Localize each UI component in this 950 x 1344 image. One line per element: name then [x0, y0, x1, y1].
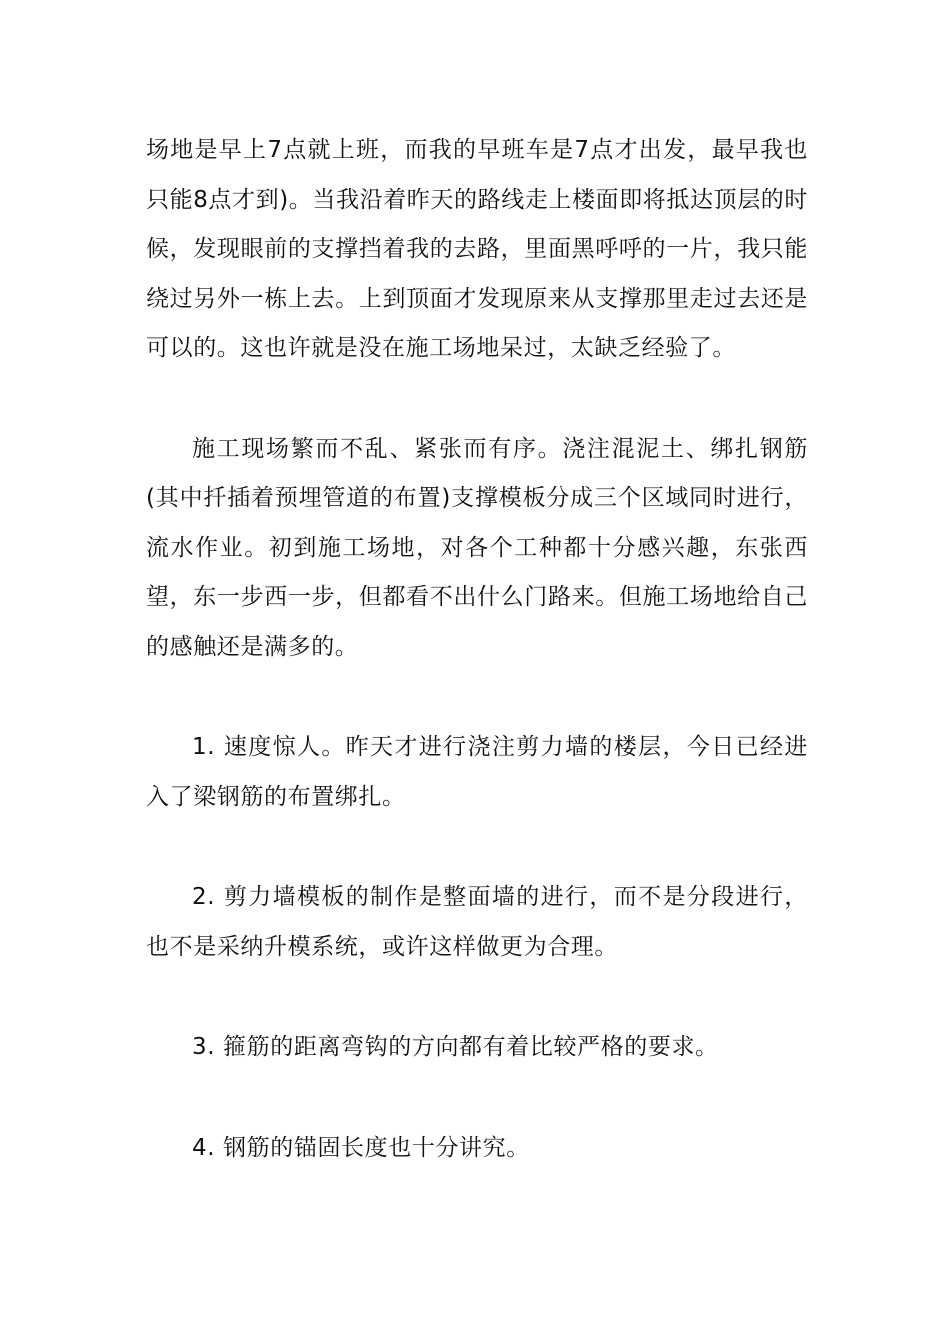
list-item-anchorage-length: 4. 钢筋的锚固长度也十分讲究。: [192, 1134, 530, 1161]
list-item-speed: 1. 速度惊人。昨天才进行浇注剪力墙的楼层，今日已经进入了梁钢筋的布置绑扎。: [146, 734, 808, 810]
document-body: [146, 126, 808, 1173]
list-item-shear-wall-formwork: 2. 剪力墙模板的制作是整面墙的进行，而不是分段进行，也不是采纳升模系统，或许这样做更为合理。: [146, 884, 808, 960]
paragraph-continuation: 场地是早上7点就上班，而我的早班车是7点才出发，最早我也只能8点才到)。当我沿着昨天的路线走上楼面即将抵达顶层的时候，发现眼前的支撑挡着我的去路，里面黑呼呼的一片，我只能绕过另外一栋上去。上到顶面才发现原来从支撑那里走过去还是可以的。这也许就是没在施工场地呆过，太缺乏经验了。: [146, 137, 809, 361]
paragraph-site-overview: 施工现场繁而不乱、紧张而有序。浇注混泥土、绑扎钢筋(其中扦插着预埋管道的布置)支撑模板分成三个区域同时进行，流水作业。初到施工场地，对各个工种都十分感兴趣，东张西望，东一步西一步，但都看不出什么门路来。但施工场地给自己的感触还是满多的。: [146, 435, 808, 660]
list-item-stirrups: 3. 箍筋的距离弯钩的方向都有着比较严格的要求。: [192, 1034, 719, 1060]
